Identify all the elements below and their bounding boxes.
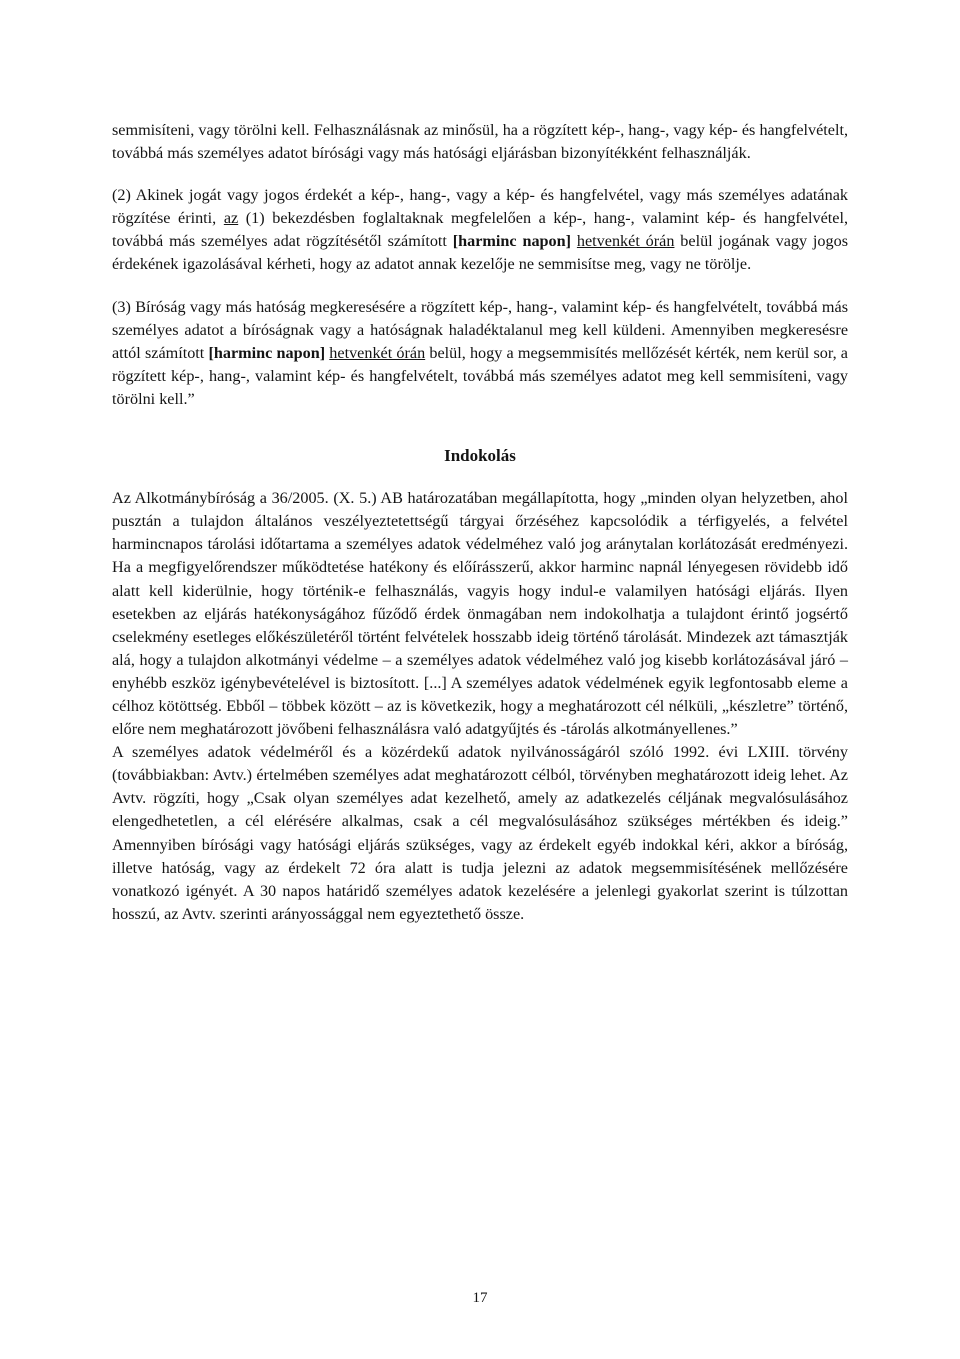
paragraph-3: [112, 296, 848, 411]
paragraph-justification-1: Az Alkotmánybíróság a 36/2005. (X. 5.) AB határozatában megállapította, hogy „minden olyan helyzetben, ahol pusztán a tulajdon általános veszélyeztetettségű tárgyai őrzéséhez kapcsolódik a térfigyelés, a felvétel harmincnapos tárolási időtartama a személyes adatok védelméhez való jog aránytalan korlátozását eredményezi. Ha a megfigyelőrendszer működtetése hatékony és előírásszerű, akkor harminc napnál lényegesen rövidebb idő alatt kell kiderülnie, hogy történik-e felhasználás, vagyis hogy indul-e valamilyen hatósági eljárás. Ilyen esetekben az eljárás hatékonyságához fűződő érdek önmagában nem indokolhatja a tulajdont érintő jogsértő cselekmény esetleges előkészületéről történt felvételek hosszabb ideig történő tárolását. Mindezek azt támasztják alá, hogy a tulajdon alkotmányi védelme – a személyes adatok védelméhez való jog kisebb korlátozásával járó – enyhébb eszköz igénybevételével is biztosított. [...] A személyes adatok védelmének egyik legfontosabb eleme a célhoz kötöttség. Ebből – többek között – az is következik, hogy a meghatározott cél nélküli, „készletre” történő, előre nem meghatározott jövőbeni felhasználásra való adatgyűjtés és -tárolás alkotmányellenes.”: [112, 489, 848, 739]
paragraph-2: [112, 184, 848, 276]
page-number: 17: [472, 1290, 488, 1306]
paragraph-text: belül, hogy a megsemmisítés mellőzését kérték, nem kerül sor, a rögzített kép-, hang-, valamint kép- és hangfelvételt, továbbá más személyes adatot meg kell semmisíteni, vagy törölni kell.”: [112, 343, 848, 408]
underlined-inserted-text: hetvenkét órán: [329, 343, 426, 362]
underlined-inserted-text: hetvenkét órán: [576, 232, 675, 251]
underlined-text: az: [223, 209, 239, 228]
paragraph-text: semmisíteni, vagy törölni kell. Felhasználásnak az minősül, ha a rögzített kép-, hang-, vagy kép- és hangfelvételt, továbbá más személyes adatot bírósági vagy más hatósági eljárásban bizonyítékként felhasználják.: [112, 121, 848, 163]
paragraph-text: (3) Bíróság vagy más hatóság megkeresésére a rögzített kép-, hang-, valamint kép- és hangfelvételt, továbbá más személyes adatot a bíróságnak vagy a hatóságnak haladéktalanul meg kell küldeni. Amennyiben megkeresésre attól számított: [112, 297, 848, 362]
paragraph-justification-2: A személyes adatok védelméről és a közérdekű adatok nyilvánosságáról szóló 1992. évi LXIII. törvény (továbbiakban: Avtv.) értelmében személyes adat meghatározott célból, törvényben meghatározott ideig lehet. Az Avtv. rögzíti, hogy „Csak olyan személyes adat kezelhető, amely az adatkezelés céljának megvalósulásához elengedhetetlen, a cél elérésére alkalmas, csak a cél megvalósulásához szükséges mértékben és ideig.” Amennyiben bírósági vagy hatósági eljárás szükséges, vagy az érdekelt egyéb indokkal kéri, akkor a bíróság, illetve hatóság, vagy az érdekelt 72 óra alatt is tudja jelezni az adatok megsemmisítésének mellőzésére vonatkozó igényét. A 30 napos határidő személyes adatok kezelésére a jelenlegi gyakorlat szerint is túlzottan hosszú, az Avtv. szerinti arányossággal nem egyeztethető össze.: [112, 743, 848, 923]
document-body: [112, 119, 848, 926]
bold-struck-text: [harminc napon]: [208, 343, 326, 362]
paragraph-continuation: [112, 119, 848, 165]
paragraph-text: (1) bekezdésben foglaltaknak megfelelően a kép-, hang-, valamint kép- és hangfelvétel, továbbá más személyes adat rögzítésétől számított: [112, 209, 848, 251]
paragraph-text: (2) Akinek jogát vagy jogos érdekét a kép-, hang-, vagy a kép- és hangfelvétel, vagy más személyes adatának rögzítése érinti,: [112, 186, 848, 228]
section-heading: Indokolás: [444, 446, 516, 466]
bold-struck-text: [harminc napon]: [452, 232, 572, 251]
paragraph-text: belül jogának vagy jogos érdekének igazolásával kérheti, hogy az adatot annak kezelője ne semmisítse meg, vagy ne törölje.: [112, 232, 849, 274]
